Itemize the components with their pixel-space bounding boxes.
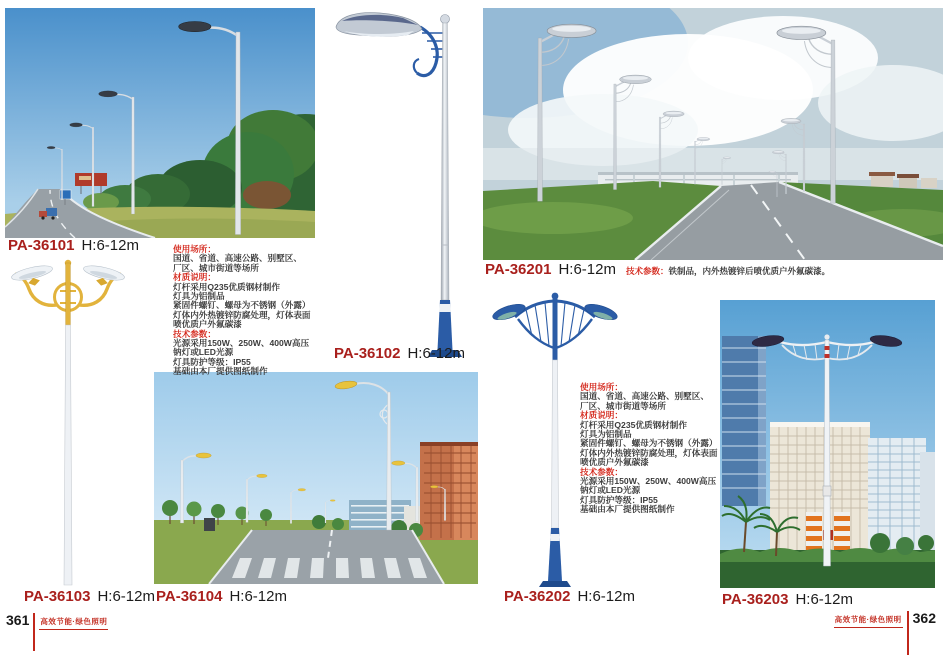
spec-line: 国道、省道、高速公路、别墅区、 bbox=[173, 253, 302, 264]
street-scene-pa36101 bbox=[5, 8, 315, 238]
pole-base bbox=[539, 528, 571, 587]
spec-line: 灯体内外热镀锌防腐处理，灯体表面 bbox=[173, 309, 311, 320]
pole-illustration-pa36103 bbox=[5, 253, 155, 590]
photo-pa36203 bbox=[720, 300, 935, 588]
product-height: H:6-12m bbox=[407, 345, 465, 362]
product-code: PA-36104 bbox=[156, 588, 223, 605]
product-code: PA-36101 bbox=[8, 237, 75, 254]
orange-building bbox=[420, 442, 478, 540]
product-height: H:6-12m bbox=[577, 588, 635, 605]
photo-pa36101 bbox=[5, 8, 315, 238]
spec-line: 喷优质户外氟碳漆 bbox=[580, 457, 649, 468]
product-height: H:6-12m bbox=[558, 261, 616, 278]
city-scene-pa36203 bbox=[720, 300, 935, 588]
spec-heading: 使用场所： bbox=[580, 382, 623, 392]
spec-heading: 技术参数： bbox=[580, 466, 623, 477]
pole-illustration-pa36102 bbox=[328, 5, 463, 365]
spec-line: 灯具防护等级：IP55 bbox=[173, 356, 251, 367]
lamp-head-left bbox=[10, 263, 55, 290]
spec-line: 灯杆采用Q235优质钢材制作 bbox=[580, 419, 687, 430]
product-label-pa36202 bbox=[504, 589, 635, 604]
footer-right bbox=[834, 611, 936, 655]
spec-heading: 材质说明： bbox=[580, 410, 623, 421]
footer-slogan: 高效节能·绿色照明 bbox=[834, 611, 903, 628]
spec-line: 钠灯或LED光源 bbox=[173, 347, 234, 358]
product-label-pa36103 bbox=[24, 589, 155, 604]
product-height: H:6-12m bbox=[795, 591, 853, 608]
product-height: H:6-12m bbox=[81, 237, 139, 254]
pole-finial bbox=[441, 15, 450, 24]
product-code: PA-36203 bbox=[722, 591, 789, 608]
spec-line: 喷优质户外氟碳漆 bbox=[173, 319, 242, 330]
footer-divider bbox=[33, 613, 35, 651]
lamp-head bbox=[336, 13, 422, 37]
product-label-pa36104 bbox=[156, 589, 287, 604]
product-height: H:6-12m bbox=[97, 588, 155, 605]
spec-line: 基础由本厂提供图纸制作 bbox=[173, 366, 268, 377]
photo-pa36201 bbox=[483, 8, 943, 260]
street-scene-pa36201 bbox=[483, 8, 943, 260]
spec-line: 灯杆采用Q235优质钢材制作 bbox=[173, 281, 280, 292]
spec-line: 厂区、城市街道等场所 bbox=[173, 262, 259, 273]
product-height: H:6-12m bbox=[229, 588, 287, 605]
product-label-pa36101 bbox=[8, 238, 139, 253]
lamp-head-right bbox=[81, 263, 126, 290]
footer-left bbox=[6, 613, 108, 651]
tech-note: 铁制品，内外热镀锌后喷优质户外氟碳漆。 bbox=[668, 266, 830, 276]
spec-block-right bbox=[580, 383, 750, 515]
spec-line: 灯具为铝制品 bbox=[173, 291, 225, 302]
page-number-right: 362 bbox=[912, 610, 936, 626]
pole bbox=[441, 23, 449, 300]
spec-block-left bbox=[173, 245, 343, 377]
spec-heading: 使用场所： bbox=[173, 244, 216, 254]
product-label-pa36201 bbox=[485, 262, 830, 279]
spec-line: 光源采用150W、250W、400W高压 bbox=[580, 476, 717, 487]
spec-line: 紧固件螺钉、螺母为不锈钢（外露） bbox=[580, 438, 718, 449]
lamp-head-left bbox=[491, 301, 527, 323]
spec-line: 灯体内外热镀锌防腐处理，灯体表面 bbox=[580, 447, 718, 458]
spec-heading: 技术参数： bbox=[173, 328, 216, 339]
spec-line: 钠灯或LED光源 bbox=[580, 485, 641, 496]
street-scene-pa36104 bbox=[154, 372, 478, 584]
pole bbox=[552, 360, 559, 528]
page-number-left: 361 bbox=[6, 612, 30, 628]
product-code: PA-36201 bbox=[485, 261, 552, 278]
tech-note-label: 技术参数： bbox=[625, 266, 669, 276]
spec-line: 光源采用150W、250W、400W高压 bbox=[173, 338, 310, 349]
spec-line: 国道、省道、高速公路、别墅区、 bbox=[580, 391, 709, 402]
footer-slogan: 高效节能·绿色照明 bbox=[39, 613, 108, 630]
product-code: PA-36103 bbox=[24, 588, 91, 605]
footer-divider bbox=[907, 611, 909, 655]
product-code: PA-36202 bbox=[504, 588, 571, 605]
pole-top-yellow bbox=[66, 263, 71, 325]
spec-line: 灯具防护等级：IP55 bbox=[580, 494, 658, 505]
lamp-head-right bbox=[583, 301, 619, 323]
product-code: PA-36102 bbox=[334, 345, 401, 362]
spec-line: 灯具为铝制品 bbox=[580, 429, 632, 440]
pole-top-blue bbox=[553, 298, 558, 360]
lamp-pa36103 bbox=[5, 253, 155, 590]
spec-line: 厂区、城市街道等场所 bbox=[580, 400, 666, 411]
arm bbox=[414, 27, 445, 76]
pole bbox=[64, 325, 72, 585]
spec-heading: 材质说明： bbox=[173, 272, 216, 283]
product-label-pa36102 bbox=[334, 346, 465, 361]
spec-line: 基础由本厂提供图纸制作 bbox=[580, 504, 675, 515]
lamp-pa36102 bbox=[328, 5, 463, 365]
photo-pa36104 bbox=[154, 372, 478, 584]
spec-line: 紧固件螺钉、螺母为不锈钢（外露） bbox=[173, 300, 311, 311]
product-label-pa36203 bbox=[722, 592, 853, 607]
